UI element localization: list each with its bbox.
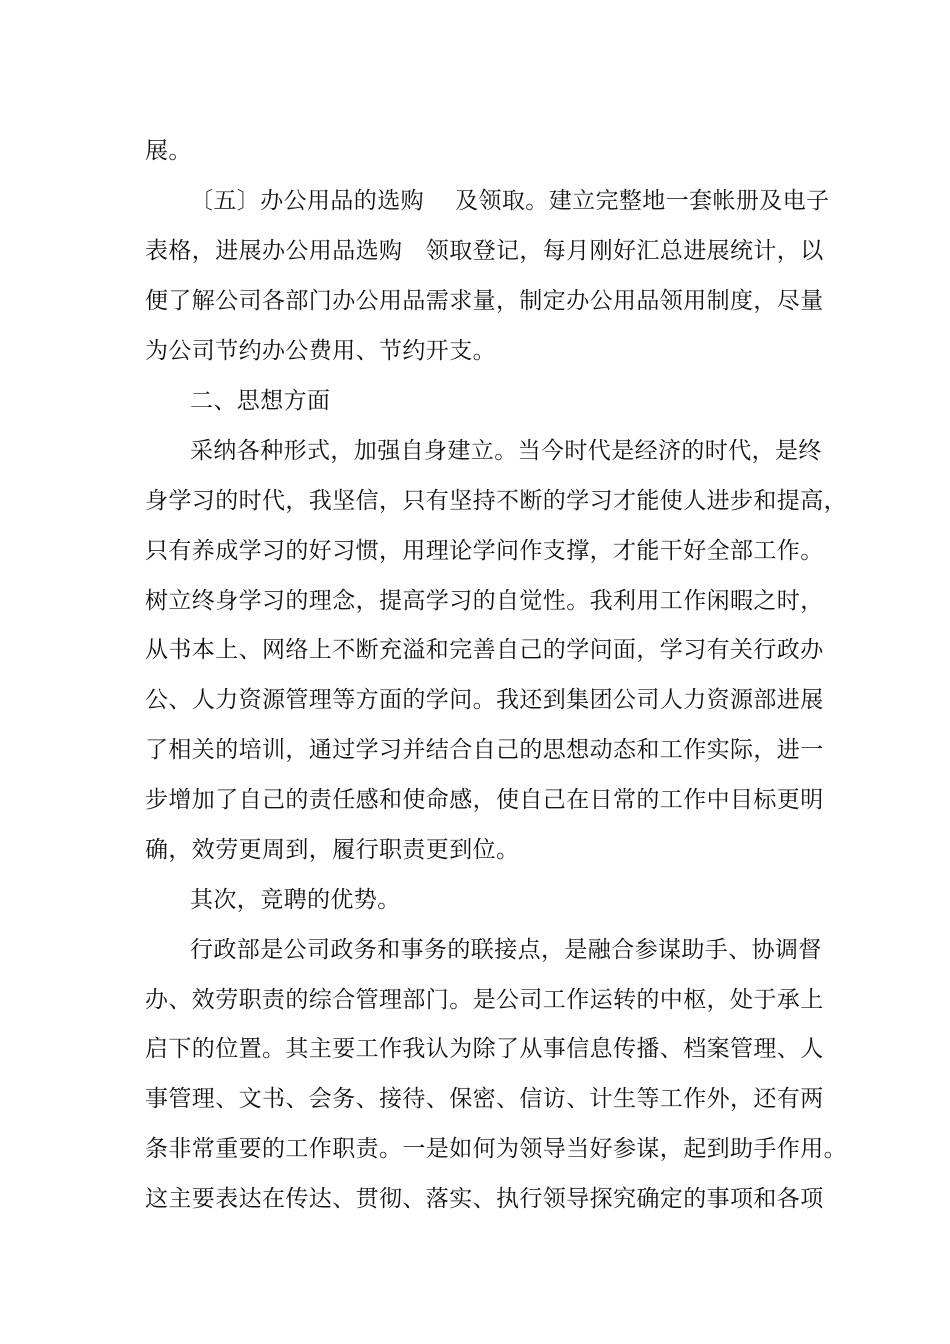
text-line: 公、人力资源管理等方面的学问。我还到集团公司人力资源部进展 [145,687,824,713]
text-line: 便了解公司各部门办公用品需求量，制定办公用品领用制度，尽量 [145,288,824,314]
text-line: 树立终身学习的理念，提高学习的自觉性。我利用工作闲暇之时， [145,588,824,614]
text-line: 从书本上、网络上不断充溢和完善自己的学问面，学习有关行政办 [145,637,824,663]
text-line: 这主要表达在传达、贯彻、落实、执行领导探究确定的事项和各项 [145,1186,824,1212]
text-line: 为公司节约办公费用、节约开支。 [145,338,496,364]
text-line: 了相关的培训，通过学习并结合自己的思想动态和工作实际，进一 [145,737,824,763]
text-line: 行政部是公司政务和事务的联接点，是融合参谋助手、协调督 [190,937,822,963]
text-line: 事管理、文书、会务、接待、保密、信访、计生等工作外，还有两 [145,1086,824,1112]
text-line: 采纳各种形式，加强自身建立。当今时代是经济的时代，是终 [190,438,822,464]
section-heading: 其次，竞聘的优势。 [190,887,401,913]
text-line: 表格，进展办公用品选购 领取登记，每月刚好汇总进展统计，以 [145,238,824,264]
text-line: 条非常重要的工作职责。一是如何为领导当好参谋，起到助手作用。 [145,1136,847,1162]
text-line: 展。 [145,138,192,164]
text-line: 确，效劳更周到，履行职责更到位。 [145,837,520,863]
section-heading: 二、思想方面 [190,388,331,414]
text-line: 启下的位置。其主要工作我认为除了从事信息传播、档案管理、人 [145,1036,824,1062]
text-line: 只有养成学习的好习惯，用理论学问作支撑，才能干好全部工作。 [145,538,824,564]
text-line: 办、效劳职责的综合管理部门。是公司工作运转的中枢，处于承上 [145,987,824,1013]
text-line: 〔五〕办公用品的选购 及领取。建立完整地一套帐册及电子 [190,188,830,214]
text-line: 步增加了自己的责任感和使命感，使自己在日常的工作中目标更明 [145,787,824,813]
text-line: 身学习的时代，我坚信，只有坚持不断的学习才能使人进步和提高， [145,488,847,514]
